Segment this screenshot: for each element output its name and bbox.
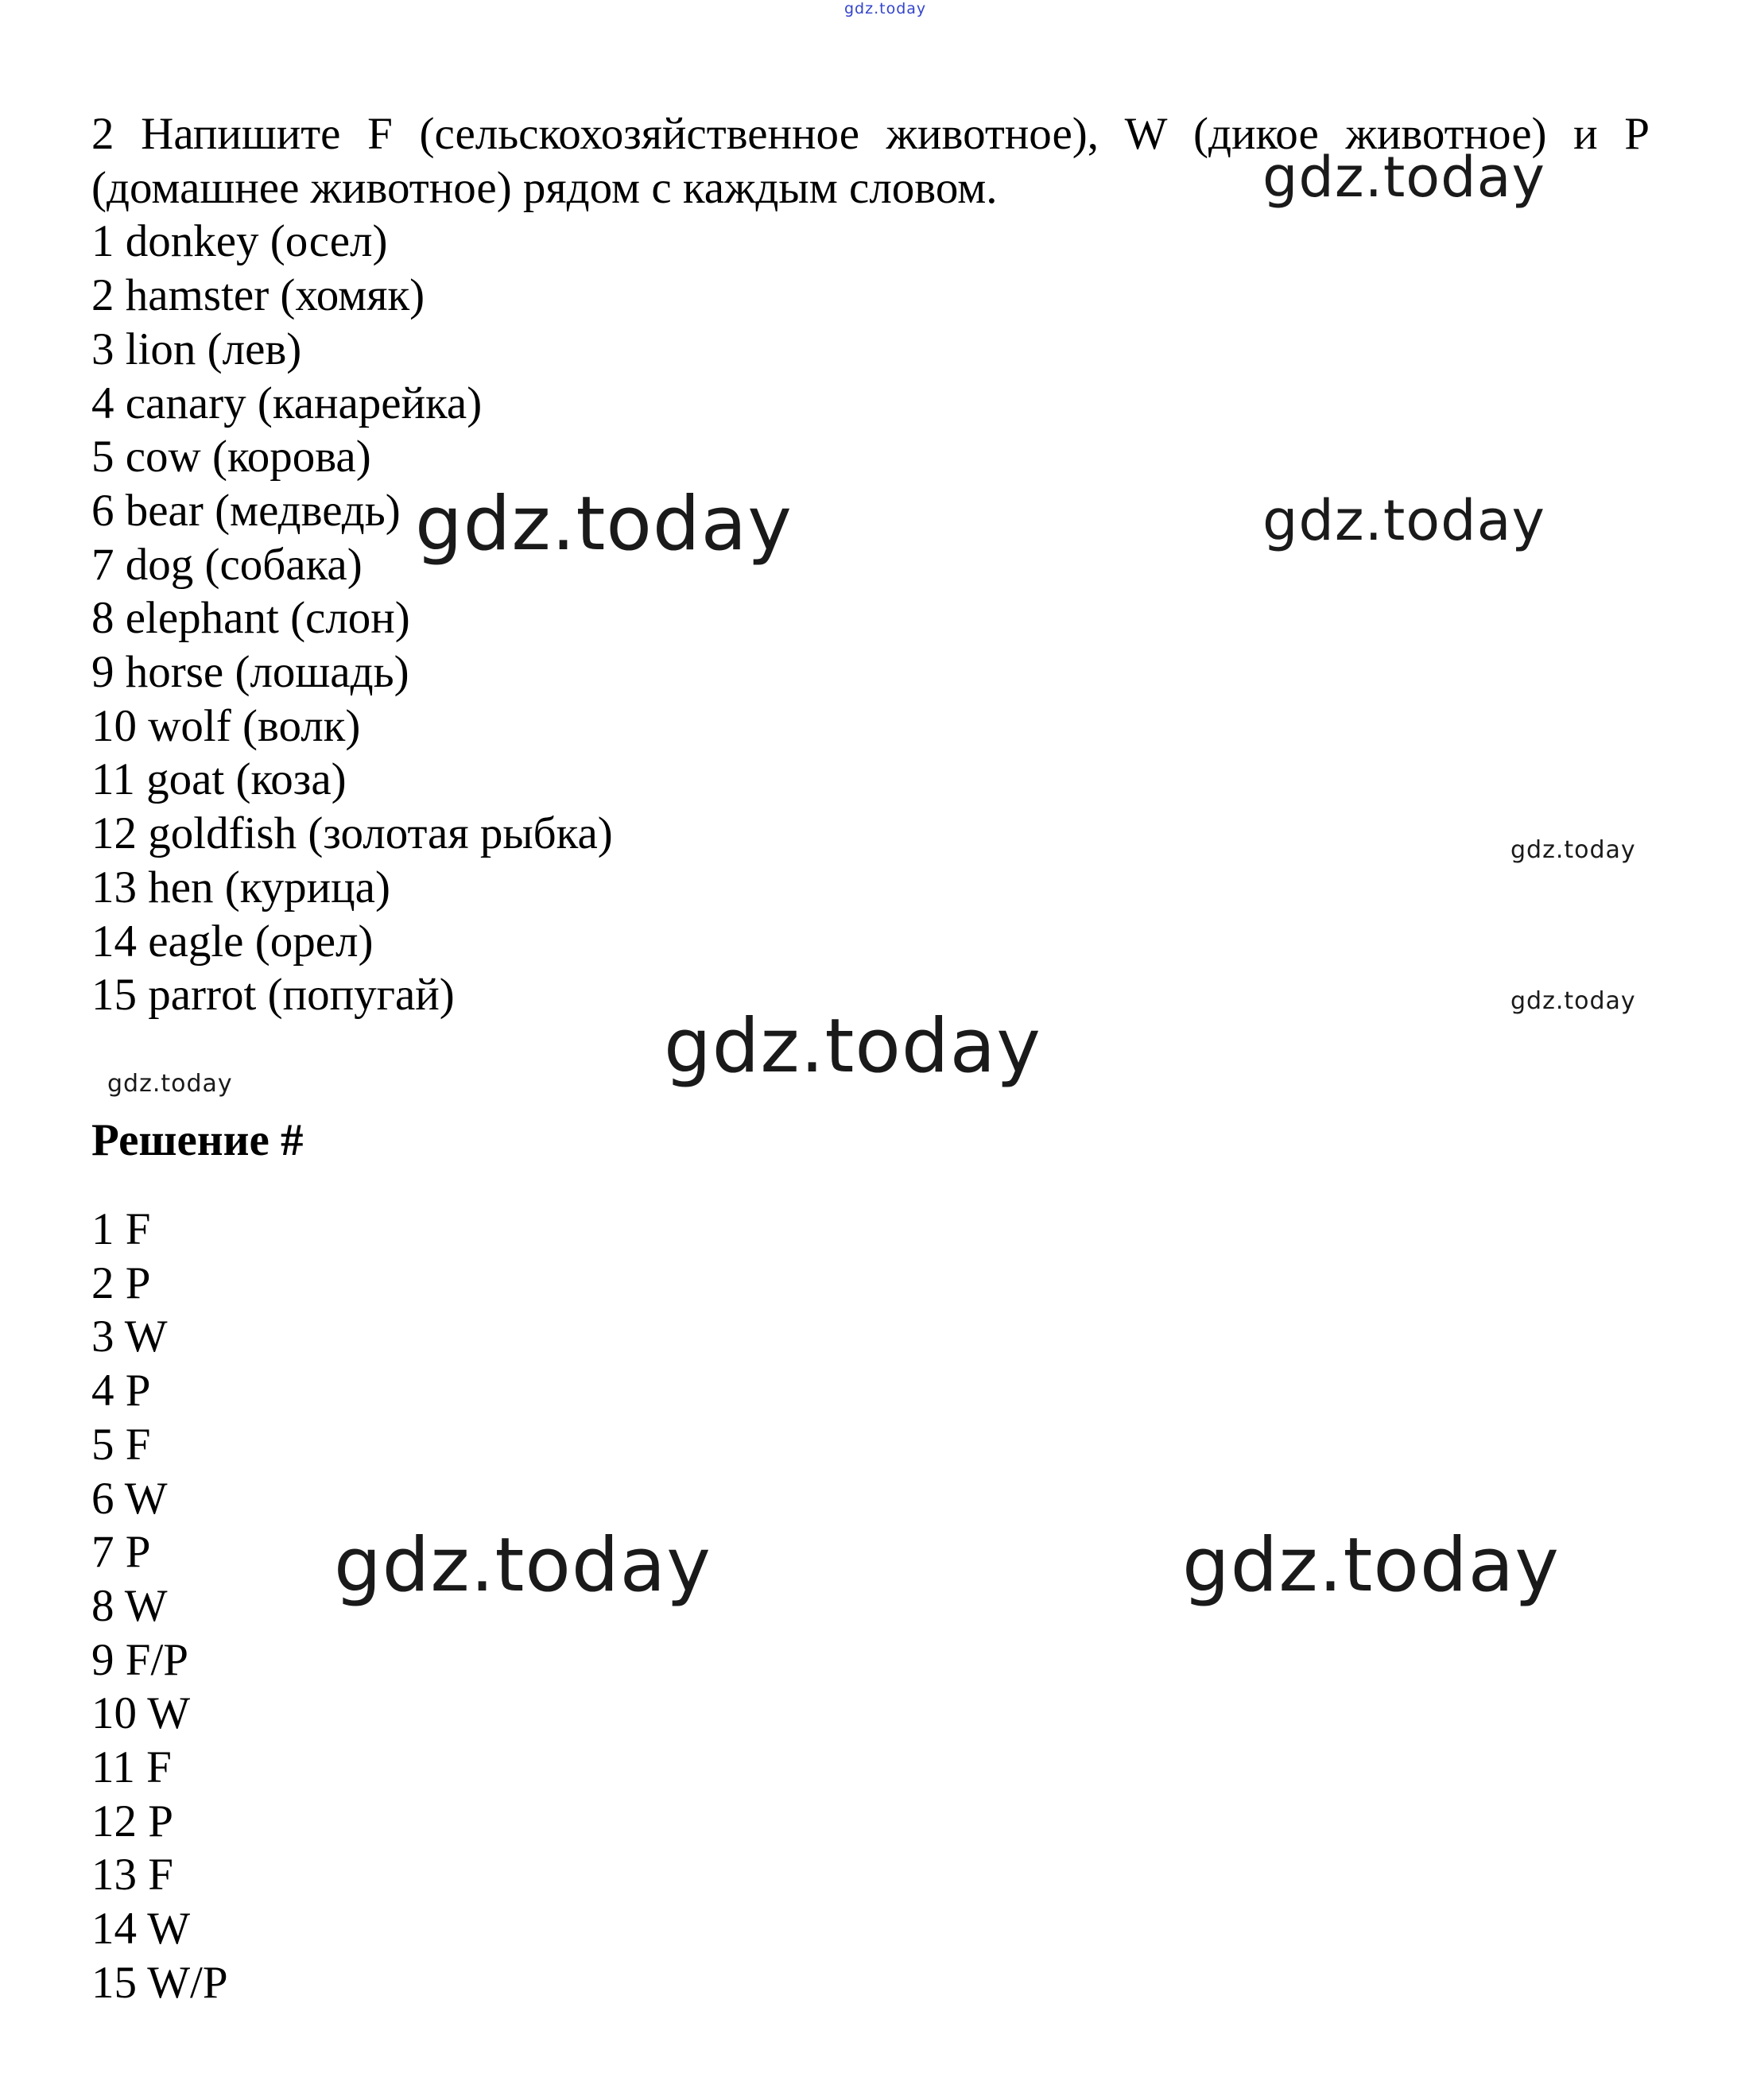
solution-heading: Решение # [91, 1115, 304, 1165]
answer-item: 3 W [91, 1312, 168, 1362]
task-item: 13 hen (курица) [91, 862, 390, 912]
task-item: 4 canary (канарейка) [91, 378, 483, 428]
answer-item: 8 W [91, 1580, 168, 1631]
answer-item: 11 F [91, 1742, 172, 1793]
answer-item: 14 W [91, 1904, 191, 1955]
task-items [91, 215, 1650, 1022]
answer-item: 9 F/P [91, 1634, 188, 1685]
task-item: 9 horse (лошадь) [91, 647, 409, 698]
answer-item: 13 F [91, 1850, 173, 1900]
answer-item: 10 W [91, 1688, 191, 1739]
watermark: gdz.today [107, 1070, 233, 1098]
answer-item: 2 P [91, 1257, 151, 1308]
watermark: gdz.today [844, 0, 927, 17]
watermark: gdz.today [1510, 836, 1636, 864]
watermark: gdz.today [1262, 145, 1545, 210]
watermark: gdz.today [1262, 488, 1545, 553]
task-item: 10 wolf (волк) [91, 700, 361, 751]
task-item: 2 hamster (хомяк) [91, 270, 425, 321]
watermark: gdz.today [1182, 1522, 1560, 1609]
watermark: gdz.today [334, 1522, 712, 1609]
task-item: 14 eagle (орел) [91, 916, 374, 967]
task-title: 2 Напишите F (сельскохозяйственное животное), W (дикое животное) и P (домашнее животное) рядом с каждым словом. [91, 109, 1650, 213]
task-section [91, 107, 1650, 1022]
watermark: gdz.today [1510, 987, 1636, 1015]
task-item: 8 elephant (слон) [91, 593, 410, 644]
task-item: 3 lion (лев) [91, 324, 302, 374]
answer-item: 6 W [91, 1473, 168, 1524]
answer-item: 4 P [91, 1366, 151, 1416]
answer-item: 1 F [91, 1204, 151, 1254]
task-item: 7 dog (собака) [91, 539, 363, 590]
answer-item: 15 W/P [91, 1957, 228, 2008]
task-item: 6 bear (медведь) [91, 485, 401, 536]
watermark: gdz.today [415, 481, 793, 568]
answer-item: 5 F [91, 1419, 151, 1470]
task-item: 1 donkey (осел) [91, 216, 388, 267]
watermark: gdz.today [664, 1003, 1041, 1090]
task-item: 12 goldfish (золотая рыбка) [91, 808, 613, 859]
task-item: 11 goat (коза) [91, 754, 347, 805]
task-item: 5 cow (корова) [91, 432, 371, 482]
answer-item: 7 P [91, 1527, 151, 1578]
answer-item: 12 P [91, 1796, 173, 1846]
task-item: 15 parrot (попугай) [91, 970, 455, 1021]
